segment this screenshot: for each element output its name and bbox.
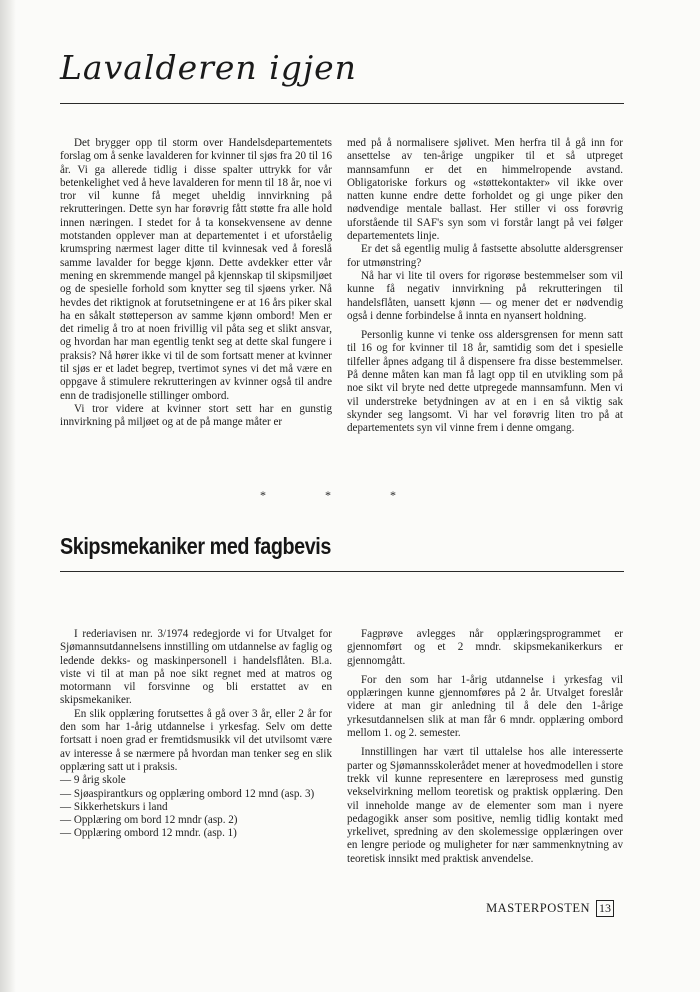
article1-paragraph: Nå har vi lite til overs for rigorøse bestemmelser som vil kunne få negativ innvirkning på rekrutteringen til handelsflåten, uansett kjønn — og mener det er nødvendig også i denne forbindelse å innta en nyansert holdning. xyxy=(347,269,623,322)
list-item: — Sikkerhetskurs i land xyxy=(60,800,168,813)
article1-paragraph: Det brygger opp til storm over Handelsdepartementets forslag om å senke lavalderen for kvinner til sjøs fra 20 til 16 år. Vi ga allerede tidlig i disse spalter uttrykk for vår betenkelighet ved å heve lavalderen for menn til 18 år, noe vi tror vil kunne få meget uheldig innvirkning på rekrutteringen. Dette syn har forøvrig fått støtte fra alle hold innen næringen. I stedet for å ta konsekvensene av denne motstanden opplever man at departementet i et uforståelig krumspring nærmest lager ditte til kvinnesak ved å foreslå samme lavalder for begge kjønn. Dette avdekker etter vår mening en skremmende mangel på kjennskap til skipsmiljøet og de spesielle forhold som knytter seg til sjøens yrker. Nå hevdes det riktignok at forutsetningene er at 16 års piker skal ha en såkalt støtteperson av samme kjønn ombord! Men er det rimelig å tro at noen frivillig vil påta seg et slikt ansvar, og hvordan har man egentlig tenkt seg at dette skal fungere i praksis? Nå hører ikke vi til de som fortsatt mener at kvinner til sjøs er et ladet begrep, tvertimot synes vi det må være en oppgave å stimulere rekrutteringen av kvinner også til andre enn de tradisjonelle stillinger ombord. xyxy=(60,137,332,402)
article2-paragraph: I rederiavisen nr. 3/1974 redegjorde vi for Utvalget for Sjømannsutdannelsens innstilling om utdannelse av faglig og ledende dekks- og maskinpersonell i handelsflåten. Bl.a. viste vi til at man på noe sikt regnet med at matros og motormann vil forsvinne og bli erstattet av en skipsmekaniker. xyxy=(60,628,332,707)
list-item: — 9 årig skole xyxy=(60,774,126,787)
article2-paragraph: Innstillingen har vært til uttalelse hos alle interesserte parter og Sjømannsskolerådet mener at hovedmodellen i store trekk vil kunne representere en læreprosess med gunstig vekselvirkning mellom teoretisk og praktisk opplæring. Den vil inneholde mange av de elementer som man i nyere pedagogikk anser som positive, nemlig tidlig kontakt med yrkelivet, spredning av den skolemessige opplæringen over en lengre periode og muligheter for nær sammenknytning av teoretisk innsikt med praktisk anvendelse. xyxy=(347,746,623,865)
training-steps-list xyxy=(60,774,332,840)
article-title-lavalderen: Lavalderen igjen xyxy=(60,48,357,87)
title-rule xyxy=(60,103,624,104)
list-item: — Sjøaspirantkurs og opplæring ombord 12 mnd (asp. 3) xyxy=(60,787,315,800)
article1-paragraph: Er det så egentlig mulig å fastsette absolutte aldersgrenser for utmønstring? xyxy=(347,243,623,269)
page-number: 13 xyxy=(596,900,614,917)
article1-paragraph: med på å normalisere sjølivet. Men herfra til å gå inn for ansettelse av ten-årige ungpiker til et så utpreget mannsamfunn er det en himmelropende avstand. Obligatoriske forkurs og «støttekontakter» vil ikke over natten kunne endre dette forholdet og gi unge piker den nødvendige mentale ballast. Her stiller vi oss forøvrig uforstående til SAF's syn som vi forstår langt på vei følger departementets linje. xyxy=(347,137,623,243)
article1-paragraph: Personlig kunne vi tenke oss aldersgrensen for menn satt til 16 og for kvinner til 18 år, samtidig som det i spesielle tilfeller åpnes adgang til å dispensere fra disse bestemmelser. På denne måten kan man få lagt opp til en utvikling som på noe sikt vil bryte ned dette utpregede mannsamfunn. Men vi vil understreke betydningen av at en i en så viktig sak skynder seg langsomt. Vi har vel forøvrig liten tro på at departementets syn vil vinne frem i denne omgang. xyxy=(347,329,623,435)
article1-column-left xyxy=(60,137,332,430)
article2-column-left xyxy=(60,628,332,841)
article1-column-right xyxy=(347,137,623,436)
article2-column-right xyxy=(347,628,623,866)
list-item: — Opplæring om bord 12 mndr (asp. 2) xyxy=(60,814,238,827)
article-title-skipsmekaniker: Skipsmekaniker med fagbevis xyxy=(60,533,331,559)
title-rule xyxy=(60,571,624,572)
section-separator: * * * xyxy=(260,488,424,502)
page-footer xyxy=(486,900,614,917)
magazine-name: MASTERPOSTEN xyxy=(486,901,590,915)
article1-paragraph: Vi tror videre at kvinner stort sett har en gunstig innvirkning på miljøet og at de på mange måter er xyxy=(60,402,332,429)
article2-paragraph: For den som har 1-årig utdannelse i yrkesfag vil opplæringen kunne gjennomføres på 2 år. Utvalget foreslår videre at man gir anledning til å dele den 1-årige yrkesutdannelsen slik at man får 6 mndr. opplæring ombord mellom 1. og 2. semester. xyxy=(347,673,623,740)
article2-paragraph: En slik opplæring forutsettes å gå over 3 år, eller 2 år for den som har 1-årig utdannelse i yrkesfag. Selv om dette fortsatt i noen grad er fremtidsmusikk vil det utvilsomt være av interesse å se nærmere på hvordan man tenker seg en slik opplæring satt ut i praksis. xyxy=(60,707,332,773)
article2-paragraph: Fagprøve avlegges når opplæringsprogrammet er gjennomført og et 2 mndr. skipsmekanikerkurs er gjennomgått. xyxy=(347,628,623,667)
list-item: — Opplæring ombord 12 mndr. (asp. 1) xyxy=(60,827,237,840)
